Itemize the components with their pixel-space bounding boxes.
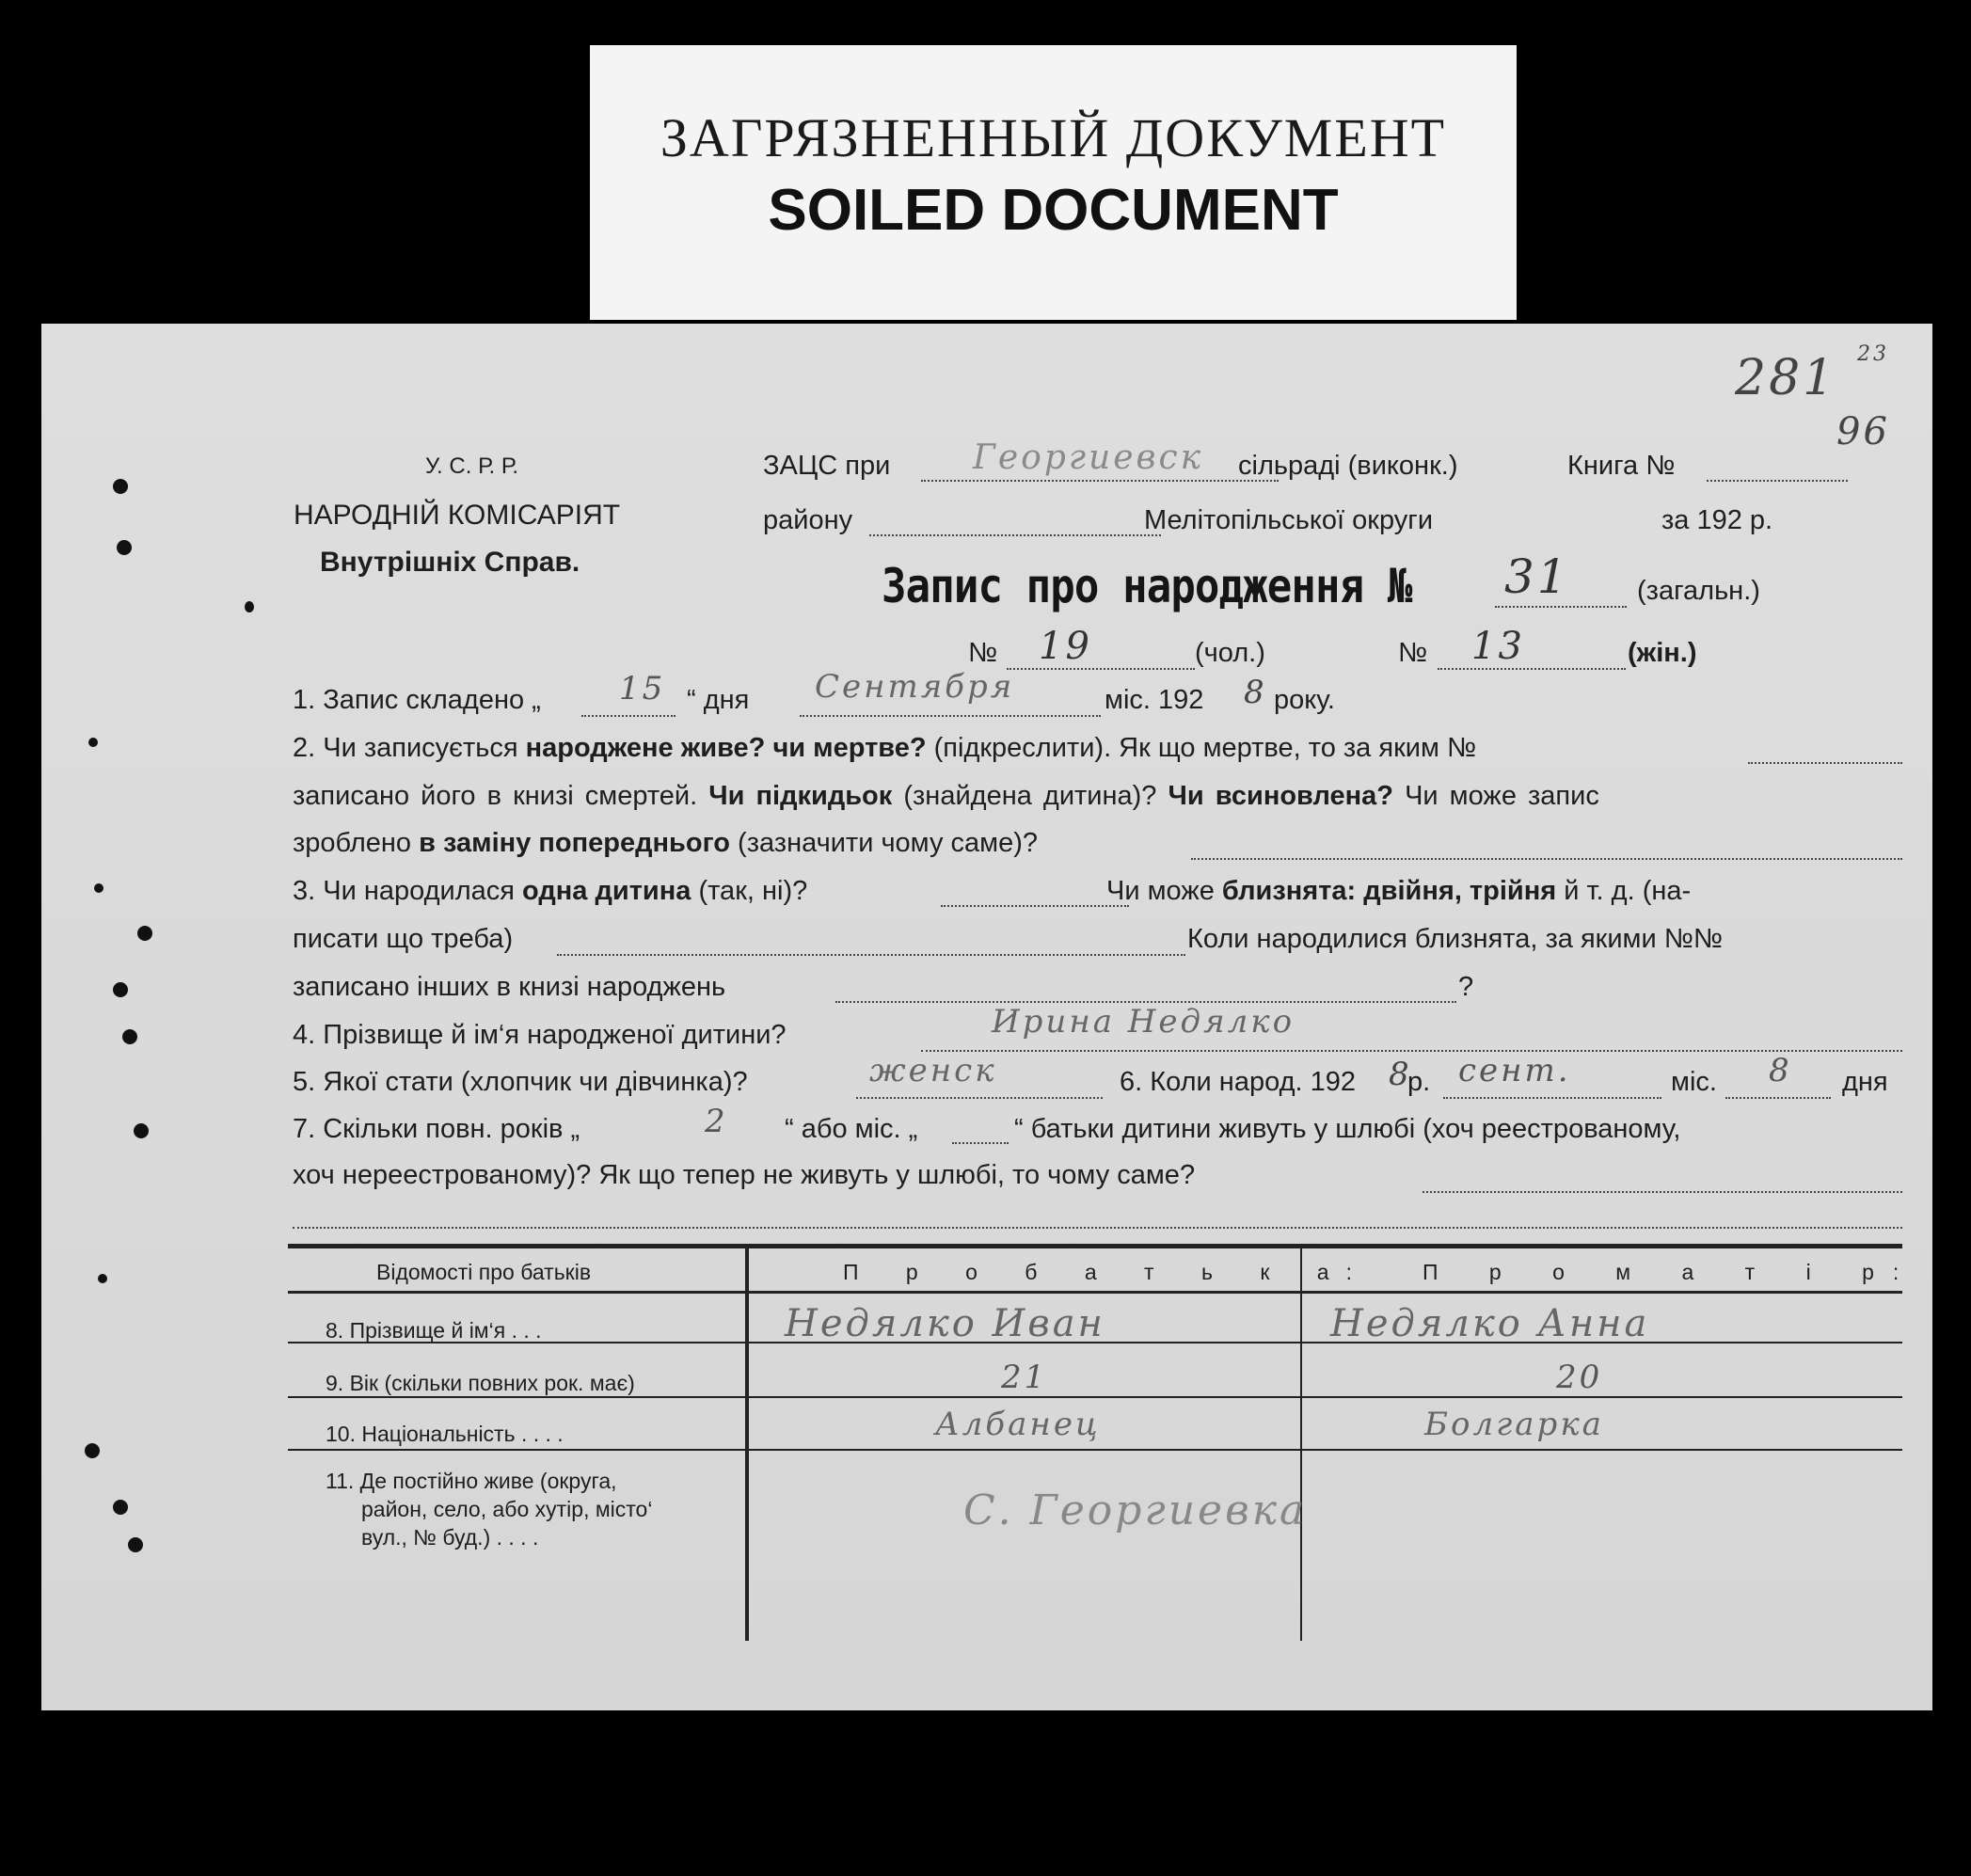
- q2-line2: [293, 779, 1599, 813]
- book-number-label: Книга №: [1567, 451, 1676, 481]
- q7-line2: хоч нереестрованому)? Як що тепер не живуть у шлюбі, то чому саме?: [293, 1160, 1196, 1190]
- mother-nationality: Болгарка: [1424, 1406, 1604, 1443]
- punch-hole: [88, 738, 98, 747]
- punch-hole: [113, 982, 128, 997]
- male-number-label: №: [968, 638, 998, 668]
- row-residence-label-1: 11. Де постійно живе (округа,: [326, 1469, 617, 1493]
- q5-sex-fill: [856, 1097, 1103, 1099]
- q2-l3c: (зазначити чому саме)?: [729, 828, 1038, 858]
- q3-twins-fill: [557, 954, 1185, 956]
- record-title: [882, 559, 1411, 613]
- q4-label: 4. Прізвище й ім‘я народженої дитини?: [293, 1020, 787, 1050]
- punch-hole: [113, 1500, 128, 1515]
- archive-superscript: 23: [1857, 342, 1889, 366]
- q3-l2b: Коли народилися близнята, за якими №№: [1187, 924, 1723, 954]
- internal-affairs-heading: Внутрішніх Справ.: [320, 547, 580, 578]
- q6-text-a: 6. Коли народ. 192: [1120, 1067, 1356, 1097]
- record-number-fill: [1495, 606, 1627, 608]
- q3-l1a: 3. Чи народилася: [293, 876, 523, 906]
- table-col-rule: [745, 1246, 749, 1641]
- q7-years: 2: [705, 1103, 728, 1140]
- punch-hole: [122, 1029, 137, 1044]
- mother-name: Недялко Анна: [1330, 1302, 1650, 1345]
- table-header-rule: [288, 1291, 1902, 1294]
- q3-l1b: одна дитина: [522, 876, 691, 906]
- q7-extra-fill: [293, 1227, 1902, 1229]
- q1-year-digit: 8: [1244, 674, 1267, 711]
- record-title-text: Запис про народження №: [882, 559, 1412, 613]
- row-age-label: 9. Вік (скільки повних рок. має): [326, 1371, 635, 1395]
- q3-l1c: (так, ні)?: [691, 876, 808, 906]
- q2-line1: [293, 731, 1476, 765]
- mother-age: 20: [1556, 1359, 1603, 1396]
- q2-l3a: зроблено: [293, 828, 420, 858]
- q7-text-c: “ батьки дитини живуть у шлюбі (хоч реестрованому,: [1014, 1114, 1681, 1144]
- ussr-heading: У. С. Р. Р.: [425, 453, 519, 479]
- female-label: (жін.): [1628, 638, 1697, 668]
- record-number: 31: [1504, 549, 1570, 604]
- q3-line1b: [1106, 874, 1691, 908]
- q6-text-c: міс.: [1671, 1067, 1717, 1097]
- q3-single-fill: [941, 905, 1129, 907]
- punch-hole: [113, 479, 128, 494]
- q2-l2e: Чи може запис: [1393, 781, 1599, 811]
- q6-text-b: р.: [1407, 1067, 1431, 1097]
- father-age: 21: [1001, 1359, 1048, 1396]
- table-header-mother: П р о м а т і р:: [1423, 1260, 1918, 1284]
- punch-hole: [85, 1443, 100, 1458]
- q2-l2a: записано його в книзі смертей.: [293, 781, 709, 811]
- row-residence-label-2: район, село, або хутір, місто‘: [361, 1497, 653, 1521]
- punch-hole: [98, 1274, 107, 1283]
- q1-text-c: міс. 192: [1105, 685, 1204, 715]
- q7-text-b: “ або міс. „: [785, 1114, 918, 1144]
- q1-text-a: 1. Запис складено „: [293, 685, 541, 715]
- male-label: (чол.): [1195, 638, 1265, 668]
- q1-month: Сентября: [815, 668, 1015, 706]
- q7-reason-fill: [1423, 1191, 1902, 1193]
- label-russian: ЗАГРЯЗНЕННЫЙ ДОКУМЕНТ: [660, 107, 1447, 168]
- q3-l1d: Чи може: [1106, 876, 1222, 906]
- table-top-rule: [288, 1244, 1902, 1248]
- q1-text-b: “ дня: [687, 685, 750, 715]
- soiled-document-label: [590, 45, 1517, 320]
- male-number: 19: [1039, 625, 1092, 668]
- q2-l1c: (підкреслити). Як що мертве, то за яким №: [926, 733, 1477, 763]
- q2-reason-fill: [1191, 858, 1902, 860]
- row-nationality-label: 10. Національність . . . .: [326, 1422, 564, 1446]
- year-label: за 192 р.: [1661, 505, 1773, 535]
- table-col-rule: [1300, 1246, 1302, 1641]
- q1-month-fill: [800, 715, 1101, 717]
- q6-day: 8: [1769, 1052, 1792, 1089]
- q4-name-fill: [921, 1050, 1902, 1052]
- q2-l2d: Чи всиновлена?: [1168, 781, 1394, 811]
- father-name: Недялко Иван: [785, 1302, 1105, 1345]
- q6-text-d: дня: [1842, 1067, 1888, 1097]
- parents-residence: С. Георгиевка: [963, 1486, 1308, 1534]
- q2-line3: [293, 826, 1038, 860]
- punch-hole: [134, 1123, 149, 1138]
- row-residence-label-3: вул., № буд.) . . . .: [361, 1525, 539, 1550]
- punch-hole: [245, 601, 254, 612]
- q3-l1e: близнята: двійня, трійня: [1221, 876, 1557, 906]
- q2-l1a: 2. Чи записується: [293, 733, 526, 763]
- q1-day-fill: [581, 715, 676, 717]
- commissariat-heading: НАРОДНІЙ КОМІСАРІЯТ: [294, 500, 621, 531]
- q7-text-a: 7. Скільки повн. років „: [293, 1114, 580, 1144]
- label-english: SOILED DOCUMENT: [768, 178, 1339, 243]
- okrug-label: Мелітопільської округи: [1144, 505, 1434, 535]
- q7-months-fill: [952, 1142, 1009, 1144]
- row-name-label: 8. Прізвище й ім‘я . . .: [326, 1318, 542, 1343]
- q5-sex: женск: [869, 1052, 997, 1089]
- q2-l3b: в заміну попереднього: [419, 828, 730, 858]
- table-header-father: П р о б а т ь к а:: [843, 1260, 1369, 1284]
- father-nationality: Албанец: [935, 1406, 1101, 1443]
- q2-death-number-fill: [1748, 762, 1902, 764]
- q6-year-digit: 8: [1389, 1056, 1412, 1093]
- q6-month: сент.: [1458, 1052, 1571, 1089]
- village-council-label: сільраді (виконк.): [1238, 451, 1458, 481]
- q3-l2a: писати що треба): [293, 924, 514, 954]
- archive-subnumber: 96: [1836, 410, 1890, 453]
- q1-day: 15: [619, 670, 666, 707]
- q2-l1b: народжене живе? чи мертве?: [525, 733, 927, 763]
- zags-handwritten: Георгиевск: [973, 438, 1204, 477]
- zags-fill-line: [921, 480, 1279, 482]
- female-number-label: №: [1398, 638, 1428, 668]
- district-fill: [869, 534, 1161, 536]
- birth-record-card: [41, 324, 1932, 1710]
- q5-label: 5. Якої стати (хлопчик чи дівчинка)?: [293, 1067, 748, 1097]
- male-number-fill: [1007, 668, 1195, 670]
- q2-l2b: Чи підкидьок: [708, 781, 893, 811]
- general-label: (загальн.): [1637, 576, 1760, 606]
- q6-day-fill: [1725, 1097, 1831, 1099]
- female-number-fill: [1438, 668, 1626, 670]
- q3-l3b: ?: [1458, 972, 1474, 1002]
- q1-text-d: року.: [1274, 685, 1335, 715]
- punch-hole: [137, 926, 152, 941]
- zags-prefix: ЗАЦС при: [763, 451, 891, 481]
- punch-hole: [94, 883, 103, 893]
- punch-hole: [128, 1537, 143, 1552]
- q4-child-name: Ирина Недялко: [992, 1003, 1295, 1041]
- q3-line1a: [293, 874, 807, 908]
- punch-hole: [117, 540, 132, 555]
- table-header-parents: Відомості про батьків: [376, 1260, 592, 1284]
- archive-number: 281: [1735, 350, 1837, 406]
- q6-month-fill: [1443, 1097, 1661, 1099]
- q3-l3a: записано інших в книзі народжень: [293, 972, 726, 1002]
- q2-l2c: (знайдена дитина)?: [892, 781, 1168, 811]
- district-label: району: [763, 505, 853, 535]
- book-number-fill: [1707, 480, 1848, 482]
- q3-l1f: й т. д. (на-: [1556, 876, 1692, 906]
- female-number: 13: [1471, 625, 1525, 668]
